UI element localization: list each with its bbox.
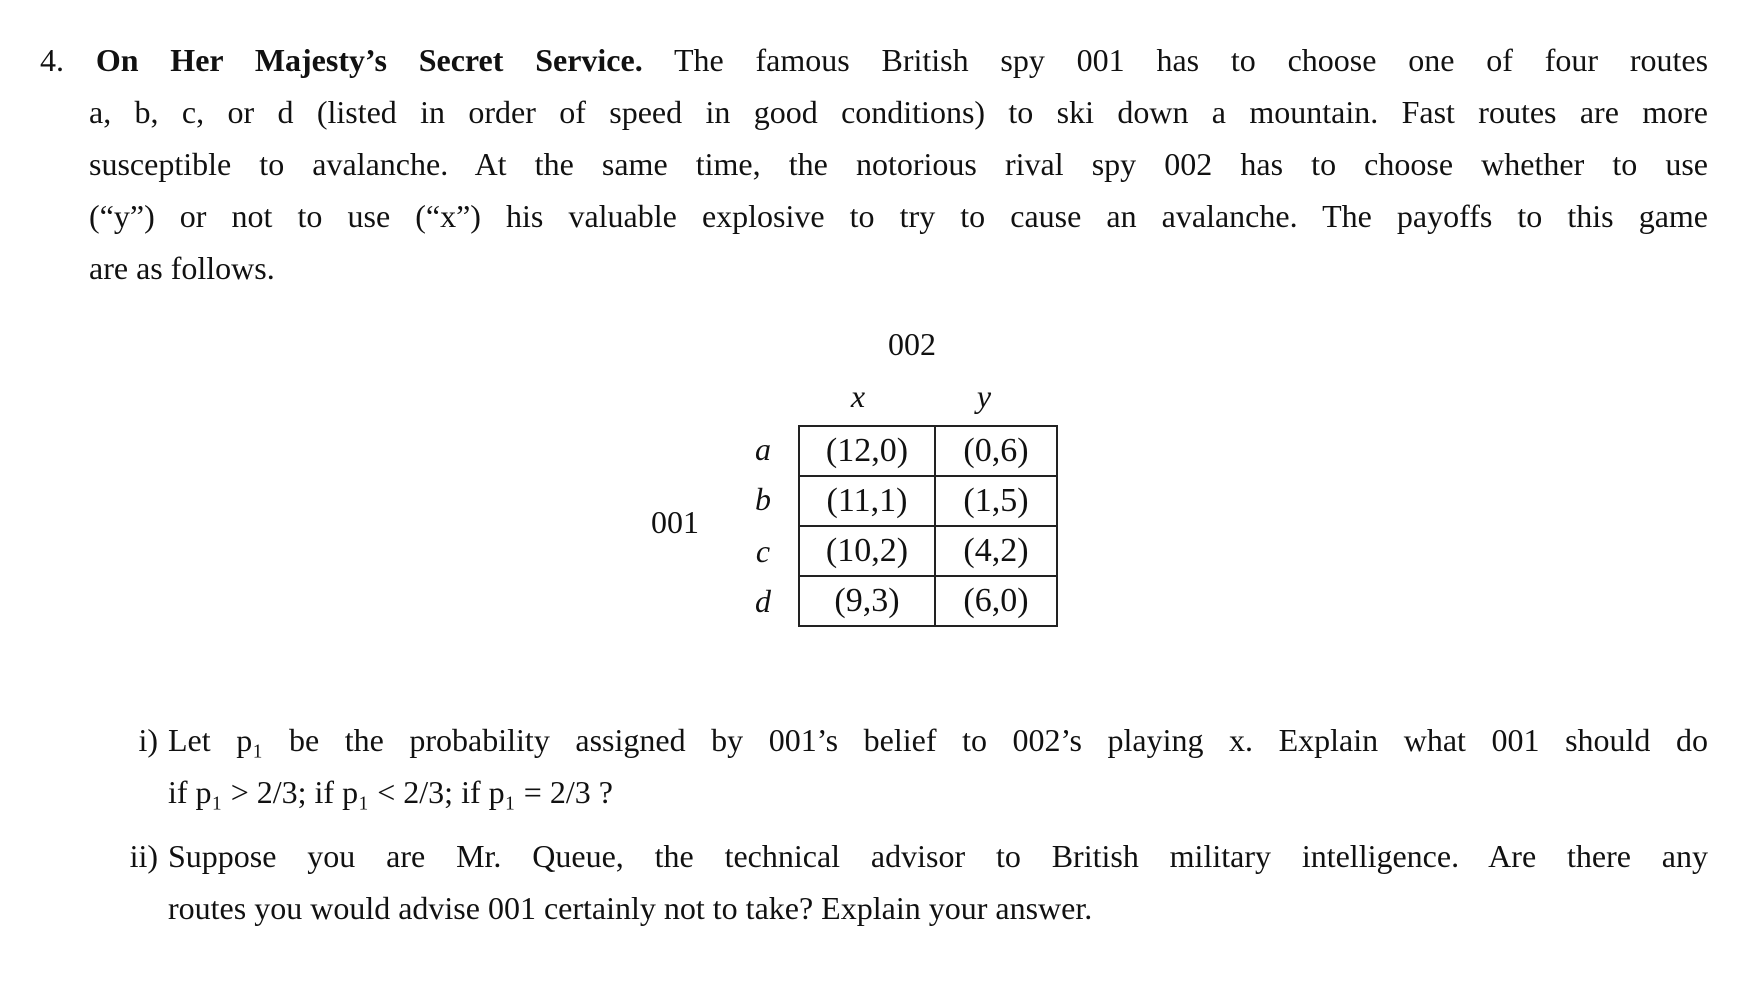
question-line: Let p₁ be the probability assigned by 001’s belief to 002’s playing x. Explain what 001 should do: [168, 722, 1708, 758]
payoff-cell: (4,2): [935, 526, 1057, 576]
question-line: if p₁ > 2/3; if p₁ < 2/3; if p₁ = 2/3 ?: [168, 774, 613, 810]
intro-line-4: (“y”) or not to use (“x”) his valuable explosive to try to cause an avalanche. The payoffs to this game: [89, 198, 1708, 234]
intro-line-3: susceptible to avalanche. At the same time, the notorious rival spy 002 has to choose whether to use: [89, 146, 1708, 182]
payoff-row-b: [799, 476, 1057, 526]
intro-line-1: [40, 34, 1708, 86]
column-strategy-x: x: [850, 378, 866, 414]
column-strategy-y: y: [976, 378, 992, 414]
payoff-row-d: [799, 576, 1057, 626]
intro-line-2: a, b, c, or d (listed in order of speed in good conditions) to ski down a mountain. Fast routes are more: [89, 94, 1708, 130]
payoff-cell: (10,2): [799, 526, 935, 576]
row-strategy-b: b: [755, 481, 771, 517]
payoff-matrix: [798, 425, 1058, 627]
row-strategy-a: a: [755, 431, 771, 467]
payoff-row-a: [799, 426, 1057, 476]
payoff-cell: (12,0): [799, 426, 935, 476]
question-i: [110, 714, 1708, 818]
row-strategy-c: c: [755, 533, 771, 569]
question-text: [168, 714, 1708, 818]
intro-line-5: are as follows.: [89, 250, 275, 286]
question-ii: [110, 830, 1708, 934]
payoff-cell: (6,0): [935, 576, 1057, 626]
question-line: Suppose you are Mr. Queue, the technical advisor to British military intelligence. Are there any: [168, 838, 1708, 874]
column-player-label: 002: [888, 326, 936, 362]
question-label: ii): [129, 838, 158, 874]
problem-title: On Her Majesty’s Secret Service.: [95, 42, 643, 78]
payoff-row-c: [799, 526, 1057, 576]
payoff-cell: (1,5): [935, 476, 1057, 526]
payoff-cell: (11,1): [799, 476, 935, 526]
row-strategy-d: d: [755, 583, 771, 619]
question-label: i): [138, 722, 158, 758]
problem-number: 4.: [40, 42, 64, 78]
payoff-cell: (9,3): [799, 576, 935, 626]
question-text: [168, 830, 1708, 934]
problem-statement: [40, 34, 1708, 294]
payoff-cell: (0,6): [935, 426, 1057, 476]
row-player-label: 001: [651, 504, 699, 540]
question-line: routes you would advise 001 certainly not to take? Explain your answer.: [168, 890, 1093, 926]
intro-text-1: The famous British spy 001 has to choose one of four routes: [673, 42, 1709, 78]
